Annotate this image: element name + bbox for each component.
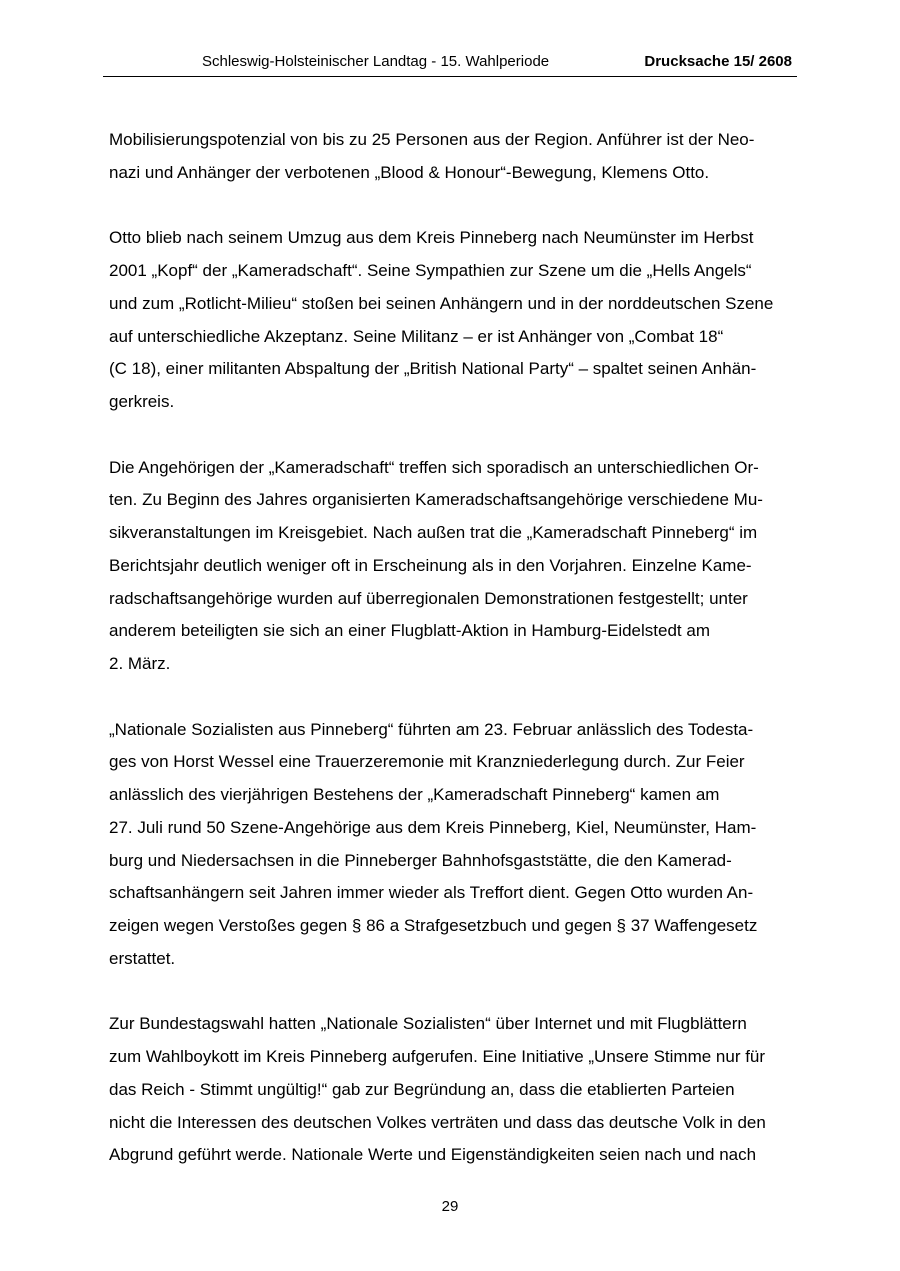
document-number: Drucksache 15/ 2608 xyxy=(644,53,792,70)
text-line: Otto blieb nach seinem Umzug aus dem Kreis Pinneberg nach Neumünster im Herbst xyxy=(109,228,754,248)
paragraph xyxy=(109,1008,794,1172)
text-line: erstattet. xyxy=(109,948,176,968)
text-line: nazi und Anhänger der verbotenen „Blood & Honour“-Bewegung, Klemens Otto. xyxy=(109,162,710,182)
text-line: 2. März. xyxy=(109,654,171,673)
text-line: ten. Zu Beginn des Jahres organisierten Kameradschaftsangehörige verschiedene Mu- xyxy=(109,490,763,510)
document-body xyxy=(109,124,794,1172)
text-line: zeigen wegen Verstoßes gegen § 86 a Strafgesetzbuch und gegen § 37 Waffengesetz xyxy=(109,916,758,935)
text-line: zum Wahlboykott im Kreis Pinneberg aufgerufen. Eine Initiative „Unsere Stimme nur für xyxy=(109,1047,766,1066)
text-line: das Reich - Stimmt ungültig!“ gab zur Begründung an, dass die etablierten Parteien xyxy=(109,1079,735,1099)
paragraph-spacer xyxy=(109,681,794,714)
text-line: anlässlich des vierjährigen Bestehens der „Kameradschaft Pinneberg“ kamen am xyxy=(109,785,720,804)
page-header xyxy=(103,50,797,77)
text-line: sikveranstaltungen im Kreisgebiet. Nach außen trat die „Kameradschaft Pinneberg“ im xyxy=(109,523,758,542)
text-line: Abgrund geführt werde. Nationale Werte und Eigenständigkeiten seien nach und nach xyxy=(109,1145,757,1165)
text-line: und zum „Rotlicht-Milieu“ stoßen bei seinen Anhängern und in der norddeutschen Szene xyxy=(109,293,774,313)
paragraph xyxy=(109,452,794,681)
text-line: gerkreis. xyxy=(109,392,175,411)
text-line: radschaftsangehörige wurden auf überregionalen Demonstrationen festgestellt; unter xyxy=(109,588,748,608)
text-line: „Nationale Sozialisten aus Pinneberg“ führten am 23. Februar anlässlich des Todesta- xyxy=(109,719,754,739)
text-line: burg und Niedersachsen in die Pinneberger Bahnhofsgaststätte, die den Kamerad- xyxy=(109,850,732,870)
text-line: 2001 „Kopf“ der „Kameradschaft“. Seine Sympathien zur Szene um die „Hells Angels“ xyxy=(109,261,752,280)
paragraph-spacer xyxy=(109,976,794,1009)
text-line: ges von Horst Wessel eine Trauerzeremonie mit Kranzniederlegung durch. Zur Feier xyxy=(109,752,745,772)
header-title: Schleswig-Holsteinischer Landtag - 15. Wahlperiode xyxy=(202,53,550,70)
text-line: auf unterschiedliche Akzeptanz. Seine Militanz – er ist Anhänger von „Combat 18“ xyxy=(109,326,724,346)
text-line: Zur Bundestagswahl hatten „Nationale Sozialisten“ über Internet und mit Flugblättern xyxy=(109,1014,747,1034)
text-line: 27. Juli rund 50 Szene-Angehörige aus dem Kreis Pinneberg, Kiel, Neumünster, Ham- xyxy=(109,817,757,837)
text-line: Mobilisierungspotenzial von bis zu 25 Personen aus der Region. Anführer ist der Neo- xyxy=(109,130,755,149)
text-line: anderem beteiligten sie sich an einer Flugblatt-Aktion in Hamburg-Eidelstedt am xyxy=(109,621,710,641)
text-line: nicht die Interessen des deutschen Volkes verträten und dass das deutsche Volk in den xyxy=(109,1112,766,1132)
paragraph-spacer xyxy=(109,190,794,223)
paragraph-spacer xyxy=(109,419,794,452)
text-line: (C 18), einer militanten Abspaltung der „British National Party“ – spaltet seinen Anhän- xyxy=(109,359,757,379)
paragraph xyxy=(109,124,794,190)
text-line: Die Angehörigen der „Kameradschaft“ treffen sich sporadisch an unterschiedlichen Or- xyxy=(109,457,759,477)
text-line: schaftsanhängern seit Jahren immer wieder als Treffort dient. Gegen Otto wurden An- xyxy=(109,883,754,903)
page-number: 29 xyxy=(441,1198,459,1215)
paragraph xyxy=(109,714,794,976)
text-line: Berichtsjahr deutlich weniger oft in Erscheinung als in den Vorjahren. Einzelne Kame- xyxy=(109,555,752,575)
paragraph xyxy=(109,222,794,419)
